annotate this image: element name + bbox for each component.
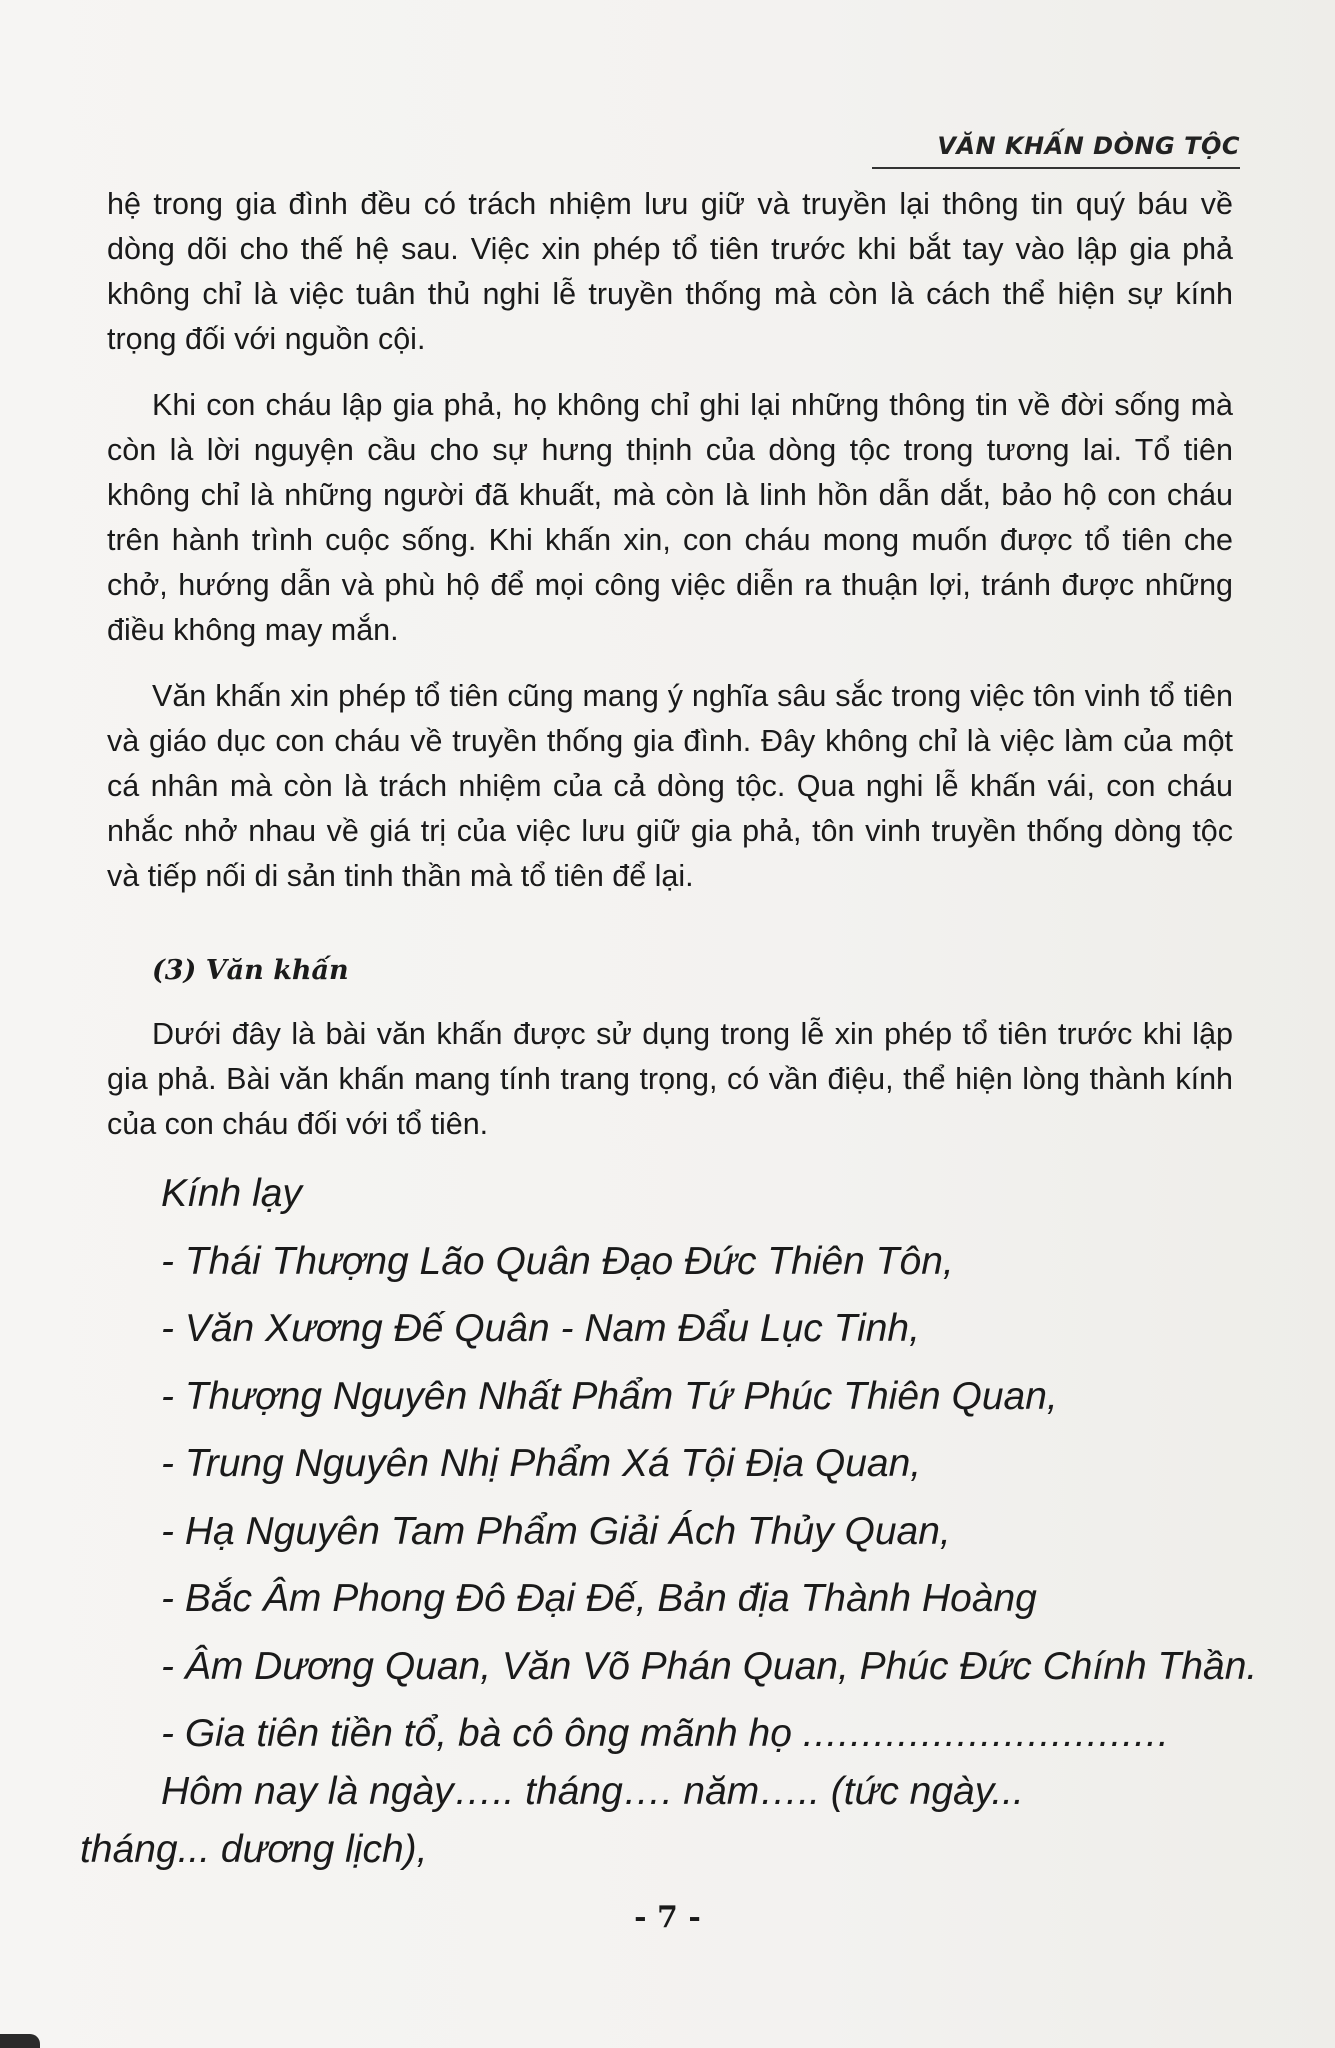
prayer-line-7: - Âm Dương Quan, Văn Võ Phán Quan, Phúc Đức Chính Thần. — [161, 1644, 1258, 1688]
running-head-rule — [872, 167, 1240, 169]
running-head: VĂN KHẤN DÒNG TỘC — [937, 132, 1240, 160]
ancestors-dots: ............................... — [802, 1712, 1170, 1755]
body-text — [107, 182, 1233, 899]
ancestors-text: - Gia tiên tiền tổ, bà cô ông mãnh họ — [161, 1712, 792, 1755]
intro-text — [107, 1012, 1233, 1147]
prayer-line-6: - Bắc Âm Phong Đô Đại Đế, Bản địa Thành Hoàng — [161, 1577, 1037, 1620]
date-line-1: Hôm nay là ngày….. tháng…. năm….. (tức ngày... — [161, 1770, 1024, 1813]
prayer-line-3: - Thượng Nguyên Nhất Phẩm Tứ Phúc Thiên Quan, — [161, 1374, 1058, 1418]
section-heading: (3) Văn khấn — [152, 955, 349, 986]
paragraph-3: Văn khấn xin phép tổ tiên cũng mang ý nghĩa sâu sắc trong việc tôn vinh tổ tiên và giáo dục con cháu về truyền thống gia đình. Đây không chỉ là việc làm của một cá nhân mà còn là trách nhiệm của cả dòng tộc. Qua nghi lễ khấn vái, con cháu nhắc nhở nhau về giá trị của việc lưu giữ gia phả, tôn vinh truyền thống dòng tộc và tiếp nối di sản tinh thần mà tổ tiên để lại. — [107, 679, 1233, 893]
prayer-opening: Kính lạy — [161, 1172, 302, 1215]
page-number: - 7 - — [634, 1900, 701, 1935]
paragraph-2: Khi con cháu lập gia phả, họ không chỉ ghi lại những thông tin về đời sống mà còn là lời nguyện cầu cho sự hưng thịnh của dòng tộc trong tương lai. Tổ tiên không chỉ là những người đã khuất, mà còn là linh hồn dẫn dắt, bảo hộ con cháu trên hành trình cuộc sống. Khi khấn xin, con cháu mong muốn được tổ tiên che chở, hướng dẫn và phù hộ để mọi công việc diễn ra thuận lợi, tránh được những điều không may mắn. — [107, 388, 1233, 647]
prayer-line-5: - Hạ Nguyên Tam Phẩm Giải Ách Thủy Quan, — [161, 1509, 951, 1553]
date-line — [80, 1763, 1240, 1879]
corner-mark — [0, 2034, 40, 2048]
prayer-ancestors-line — [161, 1700, 1241, 1768]
prayer-line-2: - Văn Xương Đế Quân - Nam Đẩu Lục Tinh, — [161, 1307, 920, 1350]
intro-paragraph: Dưới đây là bài văn khấn được sử dụng trong lễ xin phép tổ tiên trước khi lập gia phả. Bài văn khấn mang tính trang trọng, có vần điệu, thể hiện lòng thành kính của con cháu đối với tổ tiên. — [107, 1017, 1233, 1141]
prayer-line-1: - Thái Thượng Lão Quân Đạo Đức Thiên Tôn, — [161, 1239, 954, 1283]
paragraph-1: hệ trong gia đình đều có trách nhiệm lưu giữ và truyền lại thông tin quý báu về dòng dõi cho thế hệ sau. Việc xin phép tổ tiên trước khi bắt tay vào lập gia phả không chỉ là việc tuân thủ nghi lễ truyền thống mà còn là cách thể hiện sự kính trọng đối với nguồn cội. — [107, 187, 1233, 356]
prayer-text — [161, 1160, 1258, 1768]
prayer-line-4: - Trung Nguyên Nhị Phẩm Xá Tội Địa Quan, — [161, 1442, 922, 1485]
date-line-2: tháng... dương lịch), — [80, 1828, 428, 1871]
